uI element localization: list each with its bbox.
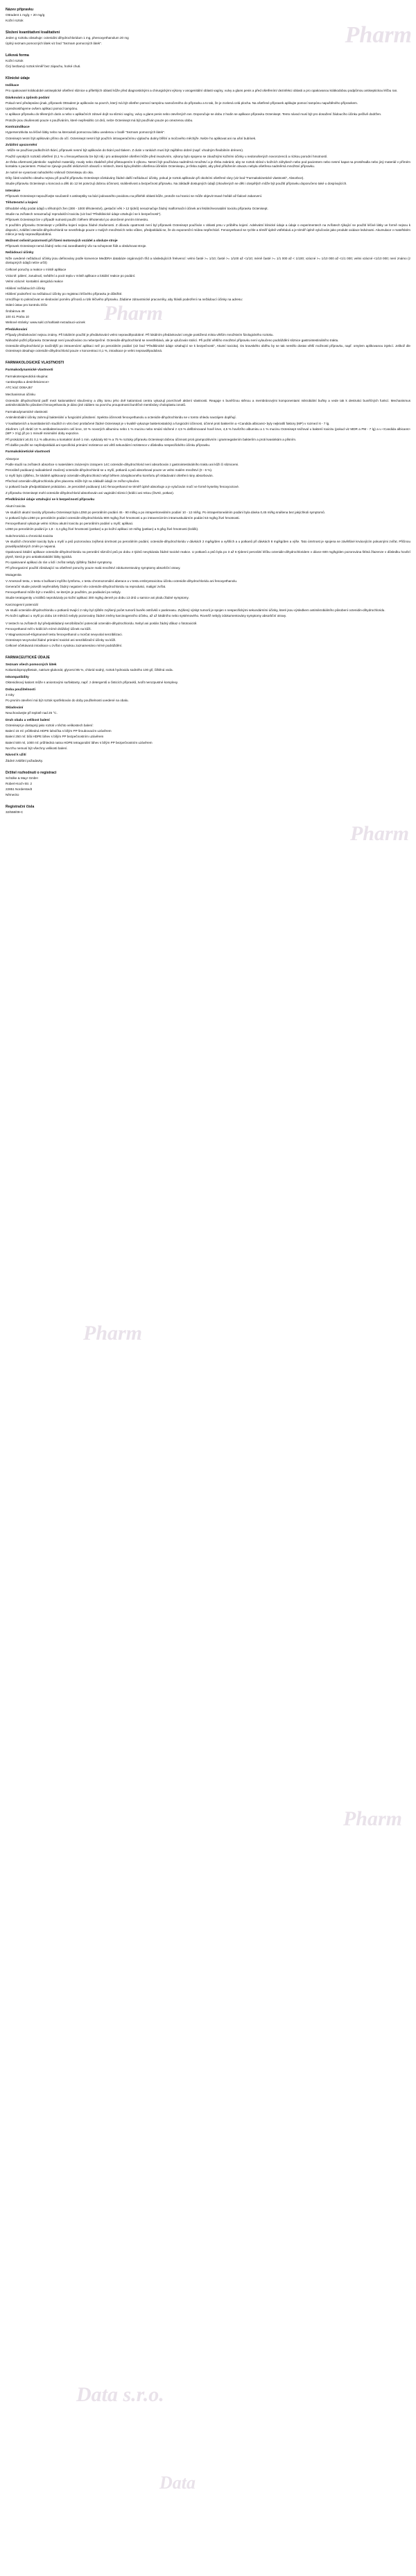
paragraph: U aplikace přípravku do tělesných dutin a nebo v aplikačních zdravé dojít na sliznici vagíny, vulvy a glans penis nebo otevřených ran. Doporučuje se dobu 2 hodin se aplikace přípravku Octenisept. Tento návod musí být pro dosažení žádoucího účinku pečlivě dodržen. (6, 112, 382, 117)
subsection-heading: Skladování (6, 706, 24, 710)
paragraph: U potkanů bude předpokládané prokázáno. Je perorálně podávaný 14C-fenoxyethanol se téměř úplně absorbuje a je vylučován močí ve formě kyseliny fenoxyoctové. (6, 485, 240, 489)
paragraph: Farmakodynamické vlastnosti (6, 410, 48, 414)
spacer (6, 765, 410, 767)
paragraph: U myší bylo zjištěno, že lokálně aplikovaný octenidin-dihydrochlorid nebyl během zdvojdsovného komfortu při skladování ošetření rány absorbován. (6, 474, 214, 478)
watermark-7: Data (159, 2473, 196, 2493)
paragraph: Kožní roztok (6, 18, 24, 22)
paragraph: Ve studii octenidin-dihydrochloridu u potkanů trvající 2 roky byl zjištěn zvýšený počet tumorů buněk ostrůvků v pankreasu. Zvýšený výskyt tumorů je spojen s nespecifickými sekundárními účinky, které jsou výsledkem antimikrobiálního působení octenidin-dihydrochloridu. (6, 608, 385, 613)
paragraph: Balení 500 ml, 1000 ml: průhledná natna HDPE tetragonální láhev s bílým PP bezpečnostním uzávěrem (6, 740, 153, 744)
subsection-heading: Zvláštní upozornění (6, 144, 37, 148)
subsection-heading: Seznam všech pomocných látek (6, 663, 57, 667)
paragraph: Přípravek Octenisept nemá žádný nebo má zanedbatelný vliv na schopnost řídit a obsluhovat stroje. (6, 244, 147, 248)
paragraph: Vzácně: pálení, zarudnutí, svědění a pocit tepla v místě aplikace a lokální reakce po podání. (6, 273, 136, 278)
section-heading: Registrační čísla (6, 805, 35, 810)
paragraph: Studie přípravku Octenisept u koncová a děti do 12 let potvrzují dobrou účinnost, snášenlivost a bezpečnost přípravku. Na základě dostupných údajů (zkoušených se děti i dospělých může být použití přípravku doporučeno také u dospívajících. (6, 181, 347, 185)
paragraph: Čirý bezbarvý roztok téměř bez zápachu, horké chuti. (6, 65, 81, 69)
paragraph: Velmi vzácné: kontaktní alergická reakce (6, 279, 63, 283)
paragraph: Mutagenita (6, 573, 21, 577)
paragraph: Celkové poruchy a reakce v místě aplikace (6, 268, 67, 272)
bold-paragraph: Možnost ovlivnit pozornosti při řízení motorových vozidel a obsluze stroje (6, 238, 118, 242)
paragraph: Dlhodobé vědy podat údajů u těhotných žen (300 - 1000 těhotenství), gestační věk > 12 týdnů) nenaznačuje žádný malformační účinek ani fetální/neonatální toxicitu přípravku Octenisept. (6, 206, 268, 210)
paragraph: Po opakované aplikaci do rán u lidí i zvířat nebyly zjištěny žádné symptomy. (6, 561, 113, 565)
paragraph: Po prvním otevření má být roztok spotřebován do doby použitelnosti uvedené na obalu. (6, 699, 129, 703)
paragraph: Žádné zvláštní požadavky. (6, 758, 44, 762)
subsection-heading: Inkompatibility (6, 676, 29, 680)
subsection-heading: Nežádoucí účinky (6, 251, 34, 255)
section-heading: FARMACEUTICKÉ ÚDAJE (6, 656, 50, 660)
subsection-heading: Indikace (6, 83, 19, 87)
paragraph: Kožní roztok (6, 58, 24, 62)
paragraph: Subchronická a chronická toxicita (6, 534, 53, 538)
watermark-1: Pharm (345, 22, 412, 48)
paragraph: Kokamidopropylbetain, natrium-glukonát, glycerol 85 %, chlorid sodný, roztok hydroxidu sodného 100 g/l, čištěná voda. (6, 668, 173, 672)
paragraph: Je třeba ošetrnosti jakmkoliv: naplněné materiály, rovaly nebo zbaběně před přistoupením k výkonu. Nesmí být používána nadměrná množství a je třeba zabránit, aby se roztok sbíral v kožních záhybech nebo pod pacientem nebo nesmí kapat na prostěradla nebo jiný materiál v přímém kontaktu s pacientem. Pokud se zjevuje použití oklúzivních obvazů v místech, která byla předtím ošetřena účinkům Octenisepu, je třeba zajistit, aby před přiložením obvazu nebyla ošetřena nadměrná množství přípravku. (6, 160, 410, 169)
subsection-heading: Interakce (6, 189, 21, 193)
paragraph: Na trhu nemusí být všechny velikosti balení. (6, 746, 68, 750)
paragraph: Úplný seznam pomocných látek viz bod "Seznam pomocných látek". (6, 41, 103, 45)
paragraph: Podle studií na zvířatech absorbce s materiálem znázeným izotopem 14C octenidin-dihydrochlorid není absorbován z gastrointestinálního traktu ani kůži či sliznicemi. (6, 462, 239, 466)
paragraph: Balení 15 ml: průhledná HDPE lahvička s bílým PP šroubovacím uzávěrem (6, 729, 112, 733)
paragraph: Hlášení podezření na nežádoucí účinky po registraci léčivého přípravku je důležité. (6, 292, 123, 296)
section-heading: Složení kvantitativní kvalitativní (6, 31, 60, 35)
paragraph: Octenisept nevyzvolal žádné primární toxické ani senzibilizační účinky na kůži. (6, 638, 116, 642)
paragraph: 22851 Norderstedt (6, 787, 33, 791)
paragraph: Díky části vodného obsahu nejsou při použití přípravku Octenisept očekávány žádné další nežádoucí účinky, pokud je roztok aplikován při okolními ošetřené rány (viz bod "Farmakokinetické vlastnosti", Absorbce). (6, 176, 304, 180)
paragraph: LD50 po perorálním podání je 1,8 - 3,4 g/kg živé hmotnosti (potkan) a po kožní aplikaci 10 ml/kg (potkan) a 5 g/kg živé hmotnosti (králík). (6, 527, 199, 531)
paragraph: Při dalšie použití se nepředpokládá ani specifická primární rezistence ani větš sekundární rezistence v důsledku nespecifického účinku přípravku. (6, 443, 211, 447)
paragraph: 32/558/09-C (6, 810, 24, 814)
spacer (6, 649, 410, 652)
paragraph: Perorálně podávaný radioaktivně značený octenidin-dihydrochlorid se u myší, potkanů a psů absorboval pouze ve velmi malém množství (0 - 6 %). (6, 468, 213, 472)
paragraph: Fenoxyethanol měl v králících mírné dráždivý účinek na kůži. (6, 626, 92, 631)
spacer (6, 355, 410, 357)
paragraph: Balení 250 ml: bílá HDPE láhev s bílým PP bezpečnostním uzávěrem (6, 735, 104, 739)
paragraph: Umožňuje to pokračovat ve sledování poměru přínosů a rizik léčivého přípravku. Žádáme zdravotnické pracovníky, aby hlásili podezření na nežádoucí účinky na adresu: (6, 298, 243, 302)
subsection-heading: Druh obalu a velikost balení (6, 718, 50, 722)
paragraph: Pro opakované krátkodobé antiseptické ošetření sliznice a přilehlých oblastí kůže před diagnostickými a chirurgickými výkony v anogenitální oblasti vagíny, vulvy a glans penis a před ošetřením/ dezinfekci oblasti a pro opakovanou krátkodobou podpůrnou antiseptickou léčbu ran. (6, 89, 398, 93)
spacer (6, 799, 410, 801)
paragraph: Při přeorganizní použití zůstávající na ošetřené poruchy pouze malá množství zdokumentovány symptomy absorbční otravy. (6, 566, 181, 570)
paragraph: 100 41 Praha 10 (6, 314, 29, 318)
paragraph: Německo (6, 792, 19, 796)
paragraph: 3 roky (6, 693, 15, 697)
paragraph: <antiseptika a desinfekcience> (6, 380, 49, 384)
paragraph: V testech na zvířatech byl předpokládaný senzibilizační potenciál octenidin-dihydrochloridu. Nebyl ani poslán žádný důkaz o fototoxicitě. (6, 621, 198, 625)
spacer (6, 70, 410, 73)
subsection-heading: Předávkování (6, 327, 28, 332)
subsection-heading: Předklinické údaje vztahující se k bezpečnosti přípravku (6, 498, 95, 502)
paragraph: Webové stránky: www.sukl.cz/nahlasit-nezadouci-ucinek (6, 320, 85, 324)
section-heading: Název přípravku (6, 8, 34, 12)
paragraph: Studie teratogenity u králíků neprokázaly po kožní aplikaci 300 mg/kg denně po dobu 13 dnů u samice ani plodu žádné symptomy. (6, 595, 189, 599)
paragraph: - Může se používat podkožních tkání, přípravek nesmí být aplikován do tkání pod tlakem. Z dutin v rankách musí být zajištěno dobré (např. vhodným flexibilním drénem). (6, 148, 244, 153)
paragraph: Hypersenzitivita na léčivé látky nebo na kteroukoli pomocnou látku uvedenou v bodě "Seznam pomocných látek". (6, 130, 166, 135)
section-heading: FARMAKOLOGICKÉ VLASTNOSTI (6, 360, 64, 365)
paragraph: Opakovaná lokální aplikace octenidin-dihydrochloridu na perorální slizniční psů po dobu 4 týdnů nevykázala žádné toxické reakce. U potkanů a psů byla po 3 až 6 týdenní perorální léčbu octenidin-dihydrochloridem v dávce 600 mg/kg/den pozorována štítná žlazenze v důsledku hovězí plyně, která je pro antiaktoriakální látky typická. (6, 550, 410, 558)
paragraph: Státní ústav pro kontrolu léčiv (6, 303, 48, 307)
paragraph: Při prokázání ≥0,01 0,1 % albuminu a kontaktní doně 1 min. vykázaly 60 % a 75 % roztoky přípravku Octenisept dobrou účinnost proti grampozitivním i gramnegativním bakteriím a proti kvasinkám a plísním. (6, 437, 297, 441)
paragraph: Fenoxyethanol vykazuje velmi nízkou akutní toxicitu po perorálním podání u myší; aplikaci. (6, 521, 134, 525)
paragraph: ATC kód: D08AJ57 (6, 386, 33, 390)
paragraph: Případy předávkování nejsou známy. Při lokálním použití je předávkování velmi nepravděpodobné. Při lokálním předávkování omyjte postižená místa větším množstvím fizologického roztoku. (6, 332, 274, 336)
subsection-heading: Farmakodynamické vlastnosti (6, 368, 53, 372)
paragraph: Oktenidinový kationt může s aniontovými surfaktanty, např. z detergentů a čisticích přípravků, tvořit nerozpustné komplexy. (6, 681, 179, 685)
paragraph: V kvalitativních a kvantitativních studiích in vitro bez protlačené žádné Octenisept je v kvalitě vykazuje bakteriostatický a fungicidní účinnost, účinné proti bakteriím a <Candida albicans> byly nejkratší faktory (MP) v rozmezí 6 - 7 lg. (6, 421, 330, 425)
subsection-heading: Farmakokinetické vlastnosti (6, 450, 51, 454)
paragraph: Je nutné se vyvarovat nahodného vniknutí Octenisepu do oka. (6, 170, 94, 174)
watermark-5: Pharm (343, 1807, 402, 1830)
subsection-heading: Návod k užití (6, 753, 26, 758)
paragraph: Octenisept je dostupný jako roztok v těchto velikostech balení: (6, 724, 94, 728)
paragraph: Karcinogenní potenciál (6, 603, 38, 607)
paragraph: Generační studie potvrdil nepřenášely žádný negativní vliv octenidin-dihydrochloridu na reprodukci, maligní zvířat. (6, 584, 166, 588)
paragraph: Pokud není předepsáno jinak, přípravek Ottradent je aplikován na povrch, který má být ošetřen pomocí tampónu namočeného do přípravku a to tak, že je zcelená celá plocha. Na ošetřené přípravek aplikujte pomocí tampónu napuštěného přípravkem. (6, 101, 358, 105)
subsection-heading: Dávkování a způsob podání (6, 96, 50, 100)
paragraph: Níže uvedené nežádoucí účinky jsou definovány podle konvence MedDRA databáze orgánových tříd a následujících frekvencí: velmi časté >= 1/10; časté >= 1/100 až <1/10; méně časté >= 1/1 000 až < 1/100; vzácné >= 1/10 000 až <1/1 000; velmi vzácné <1/10 000; není známo (z dostupných údajů nelze určit) (6, 256, 410, 265)
paragraph: Uprednostňujeme ovšem aplikaci pomocí tampónu. (6, 107, 78, 111)
paragraph: Po kožní aplikaci u myší po dobu 18 měsíců nebyly pozorovány žádné změny karcinogenního účinku, až už lokálního nebo systémového. Rovněž nebyly zdokumentovány symptomy absorbční otravy. (6, 614, 287, 618)
subsection-heading: Kontraindikace (6, 126, 30, 130)
paragraph: S použitím přípravku Octenisept v průběhu kojení nejsou žádné zkušenosti. Z důvodu opatrnosti není byl přípravek Octenisept používán v oblasti prsu v průběhu kojení. Adekvátní klinické údaje a údaje o experimentech na zvířatech týkající se použití léčivé látky ve formě nejsou k dispozici, zvláštní otenidin-dihydrochlorid se nevstřebuje pouze v malých množstvích nebo vůbec, předpokládá se, že do exponenční mídea nepřechází. Fenoxyethanol se rychle a téměř úplně vstřebává a je téměř úplně vylučován jako produkt oxidace ledvinami. Akumulace v mateřském mléce je tedy nepravděpodobná. (6, 223, 410, 237)
paragraph: Neuchovávejte při teplotě nad 25 °C. (6, 711, 58, 715)
paragraph: Octenidin dihydrochlorid patří mezi kationaktivní sloučeniny a díky tomu jeho dvě kationtová centra vykazují povrchově aktivní vlastnosti. Reaguje s buněčnou stěnou a membránovými komponentami mikrobiální buňky a vede tak k destrukci buněčných funkcí. Mechanismus antimikrobiálního působení fenoxyethanolu je dáno jiné zdálem na povrchu proupotnosti buněčné membrány choloplastu ionotů. (6, 398, 410, 407)
paragraph: Přechod octenidin-dihydrochloridu přes placentu může být na základě údajů ze zvířat vyloučen. (6, 479, 140, 484)
watermark-2: Pharm (104, 302, 164, 325)
paragraph: Robert-Koch-Str. 2 (6, 781, 33, 785)
paragraph: U potkanů byla LD50 po perorálním podání octenidin-dihydrochloridu 800 mg/kg živé hmotnosti a po intravenózním intramuskulárním podání 53 mg/kg živé hmotnosti. (6, 515, 240, 520)
watermark-3: Pharm (349, 822, 409, 845)
spacer (6, 47, 410, 50)
section-heading: Léková forma (6, 53, 29, 58)
paragraph: Závěrem i při zkrátí 10 % antibakteriovaném celí krve, 10 % novorých albuminu nebo 1 % mucinu nebo smásí složené z 4,5 % defibrinované hově krve, 4,5 % hovězího albuminu a 1 % mucinu Octenisept snižoval u bakterií toxicitu (pokud viz MDR a PM - 7 lg) a u <Candida albicans> (MP > 3 lg) již po 1 minutě minimální doby expozice. (6, 427, 410, 436)
spacer (6, 24, 410, 27)
paragraph: Schülke & Mayr GmbH (6, 776, 38, 780)
paragraph: Přípravek Octenisept nepoužívejte současně s antiseptiky na bázi jodovaného povidonu na přilehlé oblasti kůže, protože na hranici se může objevit tmavé hnědé až fialové zabarvení. (6, 194, 263, 198)
paragraph: Antimikrobiální účinky zahrnují bakteriální a fungicidní působení. Spektra účinnosti fenoxyethanolu a octenidin-dihydrochloridu se v tomto ohledu navzájem doplňují. (6, 416, 236, 420)
subsection-heading: Doba použitelnosti (6, 688, 35, 692)
section-heading: Klinické údaje (6, 76, 30, 81)
paragraph: Náhodné požití přípravku Octenisept není považováno za nebezpečné. Octenidin-dihydrochlorid se nevstřebává, ale je vylučován stolicí. Při požití většího množství přípravku není vyloučeno podráždění sliznice gastrointestinálního traktu. (6, 338, 339, 342)
paragraph: Studie na zvířatech nenaznačují reprodukční toxicitu (viz bod "Předklinické údaje vztahující se k bezpečnosti"). (6, 212, 162, 216)
paragraph: Ottradent 1 mg/g + 20 mg/g (6, 12, 45, 17)
watermark-6: Data s.r.o. (76, 2383, 164, 2406)
paragraph: Jeden g roztoku obsahuje: octenidini dihydrochloridum 1 mg, phenoxyethanolum 20 mg (6, 35, 129, 40)
paragraph: Octenidin-dihydrochlorid je toxičnější po intravenózní aplikaci než po perorálním podání (viz bod "Předklinické údaje vztahující se k bezpečnosti", Akutní toxicita). Do kravského oběhu by se tak nemělo dostat větší možnosti přípravku, např. omylem aplikovanou injekcí. Jelikož dle Octenisept obsahuje octenidin-dihydrochlorid pouze v koncentraci 0,1 %, intoxikace je velmi nepravděpodobná. (6, 344, 410, 352)
section-heading: Držitel rozhodnutí o registraci (6, 770, 57, 775)
paragraph: V Magnussonově-Kligmanově testu fenoxyethanol u morčat nevyvolal senzibilizaci. (6, 632, 123, 636)
paragraph: Octenisept nesmí být aplikován přímo do očí. Octenisept nesmí být použit k intraoperačnímu výplachu dutiny břišní a močového měchýře. Nelze ho aplikovat ani na ušní bubínek. (6, 136, 257, 140)
paragraph: Farmakoterapeutická skupina: (6, 374, 49, 378)
document-body (0, 0, 416, 823)
paragraph: Fenoxyethanol může být v mediční, se kterým je použitím, po podávání po nebyly. (6, 590, 121, 594)
paragraph: Absorpce (6, 457, 19, 461)
watermark-4: Pharm (83, 1322, 143, 1345)
paragraph: Ve studiích chronické toxicity byla u myší a psů pozorována zvýšená úmrtnost po perorálním podání, octenidin-dihydrochloridu v dávkách 2 mg/kg/den a vyšších a u potkanů při dávkách 8 mg/kg/den a výše. Tato úmrtnost je spojena se závětšiné krvácejícím pokusnými zvířat. Přičinou pravděpodobných změn je nejasná. (6, 540, 410, 549)
paragraph: Mechanismus účinku (6, 393, 35, 397)
paragraph: V Amesově testu, v testu s buňkami myšího lymfomu, v testu chromozomální aberace a v testu embryotoxicitou účinku octenidin-dihydrochloridu ani fenoxyethanolu. (6, 579, 238, 583)
paragraph: Celkové očekávaná intoxikace u zvířat s vysokou zaznamenáno mírné podráždění. (6, 644, 123, 648)
paragraph: Z přípravku Octenisept mohl octenidin-dihydrochlorid absorbován ani vaginální sliznicí (králíci ani rekou (čtvrté, potkan). (6, 491, 175, 495)
paragraph: Hlášení nežádoucích účinky (6, 286, 46, 290)
paragraph: Akutní toxicita (6, 504, 26, 509)
paragraph: Přípravek Octenisept lze v případě nutnosti použít i během těhotenství po ukončené prvním trimestru. (6, 218, 149, 221)
paragraph: Ve studiích akutní toxicity přípravku Octenisept byla LD50 po perorálním podání 45 - 90 ml/kg a po intraperitoneálním podání 10 - 12 ml/kg. Po intraperitoneálním podání byla dávka 0,45 ml/kg snášena bez jakýchkoli symptomů. (6, 510, 325, 514)
paragraph: Použití vysokých roztoků ošetření (0,1 % u fenoxyethanolu lze být něj i pro antiseptické ošetření kůže před invazivním, výkony bylo spojeno se závažnými kožními účinky u nedonošených novorozenců a nízkou porodní hmotností. (6, 154, 328, 158)
paragraph: Protože jsou zkušenosti pouze s používáním, které nepřesáhlo 14 dnů, nelze Octenisept má být používán pouze po omezenou dobu. (6, 118, 193, 122)
subsection-heading: Těhotenství a kojení (6, 201, 38, 205)
paragraph: Šrobárova 48 (6, 309, 25, 313)
